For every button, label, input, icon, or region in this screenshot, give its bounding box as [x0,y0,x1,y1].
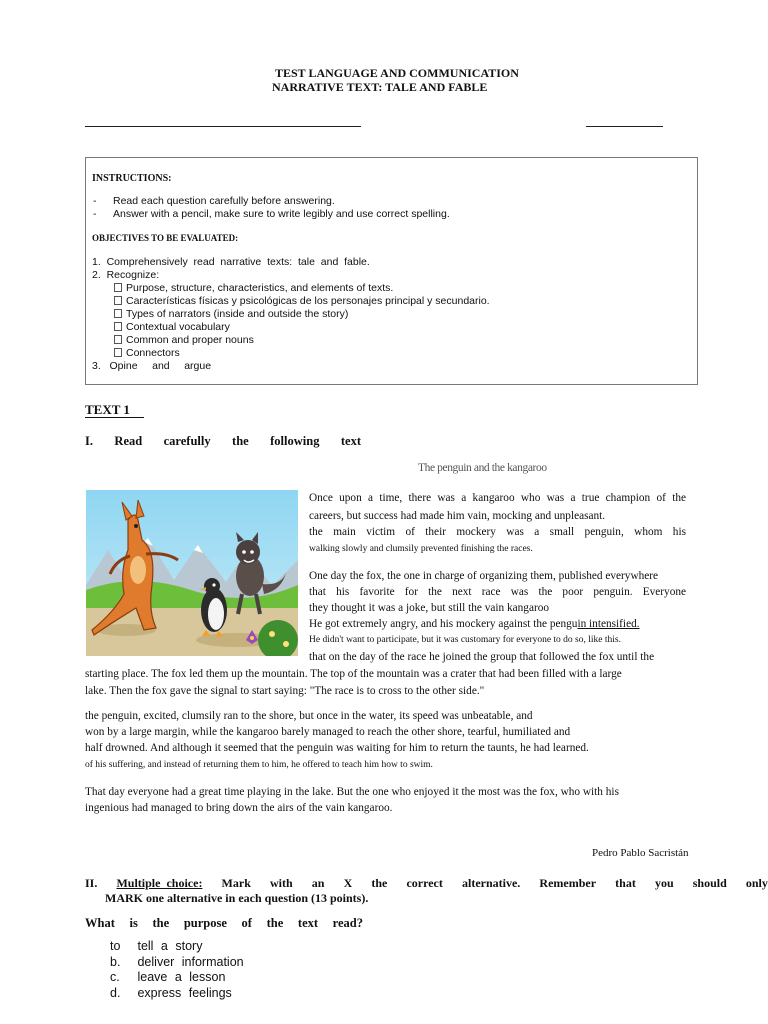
checkbox-icon [114,296,122,305]
answer-option-a[interactable]: to tell a story [110,939,203,953]
date-blank-line[interactable] [586,126,663,127]
text-label: TEXT 1 [85,402,144,418]
story-text-line: that his favorite for the next race was the poor penguin. Everyone [309,586,686,598]
story-text-line: the penguin, excited, clumsily ran to the shore, but once in the water, its speed was unbeatable, and [85,710,533,722]
multiple-choice-instructions: II. Multiple choice: Mark with an X the correct alternative. Remember that you should only MARK one alternative in each question (13 points). [85,876,768,905]
story-text-line: starting place. The fox led them up the mountain. The top of the mountain was a crater that had been filled with a large [85,668,622,680]
objectives-heading: OBJECTIVES TO BE EVALUATED: [92,233,239,243]
story-text-line: He didn't want to participate, but it was customary for everyone to do so, like this. [309,635,621,645]
story-text-line: half drowned. And although it seemed that the penguin was waiting for him to return the taunts, he had learned. [85,742,589,754]
question-1: What is the purpose of the text read? [85,916,363,930]
story-text-line: That day everyone had a great time playing in the lake. But the one who enjoyed it the most was the fox, who with his [85,786,619,798]
story-text-line: the main victim of their mockery was a small penguin, whom his [309,526,686,538]
story-text-line: won by a large margin, while the kangaroo barely managed to reach the other shore, tearful, humiliated and [85,726,571,738]
objective-1: 1. Comprehensively read narrative texts: tale and fable. [92,256,370,268]
story-title: The penguin and the kangaroo [418,462,547,474]
document-title: TEST LANGUAGE AND COMMUNICATION [275,66,519,80]
story-text-line: lake. Then the fox gave the signal to start saying: "The race is to cross to the other side." [85,685,485,697]
checkbox-icon [114,348,122,357]
instruction-item: - Answer with a pencil, make sure to write legibly and use correct spelling. [93,208,450,220]
story-text-line: ingenious had managed to bring down the airs of the vain kangaroo. [85,802,393,814]
instructions-heading: INSTRUCTIONS: [92,173,172,184]
objective-sub-item: Contextual vocabulary [114,321,230,334]
objective-sub-item: Connectors [114,347,180,360]
story-author: Pedro Pablo Sacristán [592,847,689,859]
story-text-line: Once upon a time, there was a kangaroo who was a true champion of the [309,492,686,504]
answer-option-c[interactable]: c. leave a lesson [110,970,226,984]
story-text-line: careers, but success had made him vain, mocking and unpleasant. [309,510,606,522]
document-subtitle: NARRATIVE TEXT: TALE AND FABLE [272,80,488,94]
story-text-line: One day the fox, the one in charge of organizing them, published everywhere [309,570,659,582]
story-text-line: that on the day of the race he joined the group that followed the fox until the [309,651,655,663]
story-text-line: He got extremely angry, and his mockery against the penguin intensified. [309,618,640,630]
name-blank-line[interactable] [85,126,361,127]
answer-option-d[interactable]: d. express feelings [110,986,232,1000]
instruction-item: - Read each question carefully before answering. [93,195,335,207]
story-text-line: walking slowly and clumsily prevented finishing the races. [309,544,533,554]
checkbox-icon [114,322,122,331]
story-text-line: they thought it was a joke, but still the vain kangaroo [309,602,550,614]
answer-option-b[interactable]: b. deliver information [110,955,244,969]
objective-sub-item: Características físicas y psicológicas de los personajes principal y secundario. [114,295,490,308]
objective-sub-item: Purpose, structure, characteristics, and elements of texts. [114,282,393,295]
story-text-line: of his suffering, and instead of returning them to him, he offered to teach him how to swim. [85,760,433,770]
checkbox-icon [114,283,122,292]
checkbox-icon [114,335,122,344]
instructions-box [85,157,698,385]
section-i-heading: I. Read carefully the following text [85,434,361,448]
objective-2: 2. Recognize: [92,269,160,281]
kangaroo-penguin-illustration [86,490,298,656]
checkbox-icon [114,309,122,318]
objective-sub-item: Types of narrators (inside and outside the story) [114,308,348,321]
objective-sub-item: Common and proper nouns [114,334,254,347]
objective-3: 3. Opine and argue [92,360,212,372]
